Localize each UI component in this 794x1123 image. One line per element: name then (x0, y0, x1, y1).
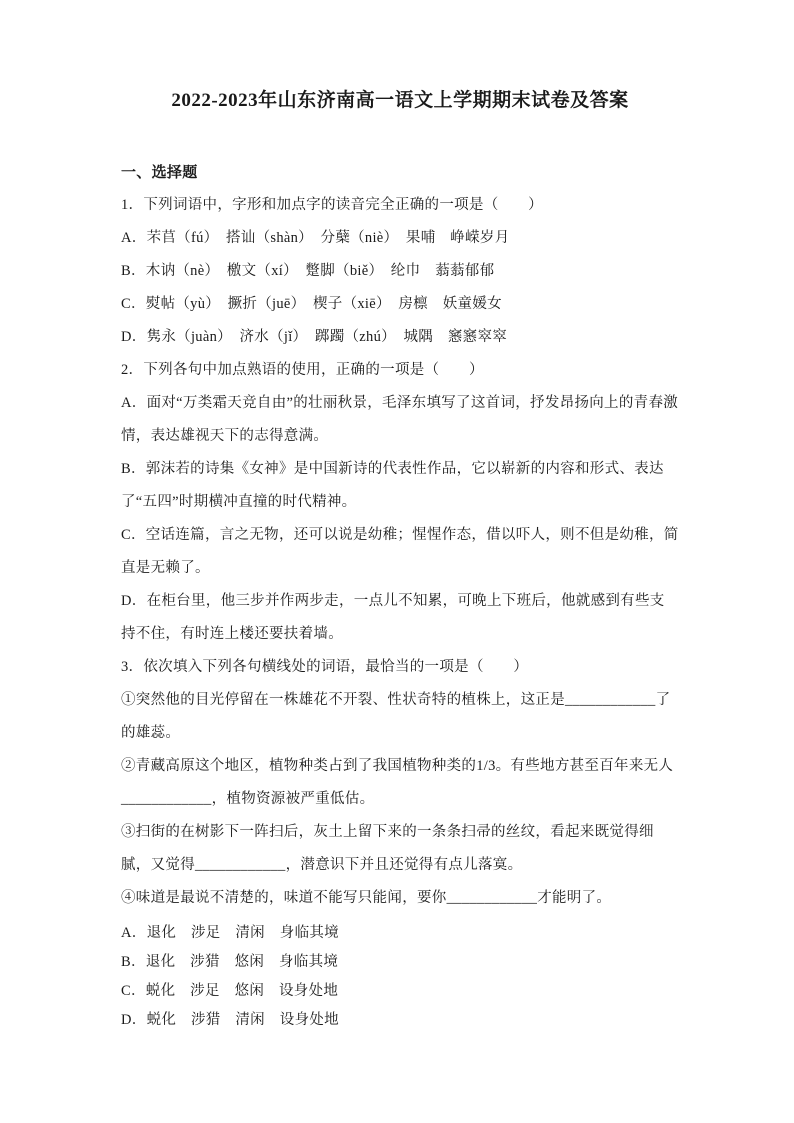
question-1-option-a: A．芣苢（fú） 搭讪（shàn） 分蘖（niè） 果哺 峥嵘岁月 (121, 230, 510, 246)
question-1-option-d: D．隽永（juàn） 济水（jǐ） 踯躅（zhú） 城隅 窸窸窣窣 (121, 329, 508, 345)
question-2-stem: 2．下列各句中加点熟语的使用，正确的一项是（ ） (121, 362, 484, 378)
question-3-stem: 3．依次填入下列各句横线处的词语，最恰当的一项是（ ） (121, 659, 529, 675)
question-3-item-3: ③扫街的在树影下一阵扫后，灰土上留下来的一条条扫帚的丝纹，看起来既觉得细腻，又觉得____________，潜意识下并且还觉得有点儿落寞。 (121, 824, 654, 873)
question-1-stem: 1．下列词语中，字形和加点字的读音完全正确的一项是（ ） (121, 197, 543, 213)
question-2-option-b: B．郭沫若的诗集《女神》是中国新诗的代表性作品，它以崭新的内容和形式、表达了“五四”时期横冲直撞的时代精神。 (121, 461, 664, 510)
question-2-option-a: A．面对“万类霜天竞自由”的壮丽秋景，毛泽东填写了这首词，抒发昂扬向上的青春激情，表达雄视天下的志得意满。 (121, 395, 679, 444)
question-3-option-b: B．退化 涉猎 悠闲 身临其境 (121, 954, 339, 970)
question-3-item-2: ②青藏高原这个地区，植物种类占到了我国植物种类的1/3。有些地方甚至百年来无人____________，植物资源被严重低估。 (121, 758, 674, 807)
question-3-option-d: D．蜕化 涉猎 清闲 设身处地 (121, 1012, 339, 1028)
question-3-item-4: ④味道是最说不清楚的，味道不能写只能闻，要你____________才能明了。 (121, 890, 612, 906)
question-1-option-b: B．木讷（nè） 檄文（xí） 蹩脚（biě） 纶巾 蓊蓊郁郁 (121, 263, 495, 279)
page-title: 2022-2023年山东济南高一语文上学期期末试卷及答案 (171, 90, 629, 111)
question-3-options (121, 919, 679, 1035)
question-2-option-c: C．空话连篇，言之无物，还可以说是幼稚；惺惺作态，借以吓人，则不但是幼稚，简直是无赖了。 (121, 527, 679, 576)
section-heading: 一、选择题 (121, 165, 198, 181)
question-3-option-a: A．退化 涉足 清闲 身临其境 (121, 925, 339, 941)
question-3-item-1: ①突然他的目光停留在一株雄花不开裂、性状奇特的植株上，这正是____________了的雄蕊。 (121, 692, 671, 741)
question-2-option-d: D．在柜台里，他三步并作两步走，一点儿不知累，可晚上下班后，他就感到有些支持不住，有时连上楼还要扶着墙。 (121, 593, 665, 642)
question-1-option-c: C．熨帖（yù） 撅折（juē） 楔子（xiē） 房檩 妖童媛女 (121, 296, 502, 312)
question-3-option-c: C．蜕化 涉足 悠闲 设身处地 (121, 983, 339, 999)
